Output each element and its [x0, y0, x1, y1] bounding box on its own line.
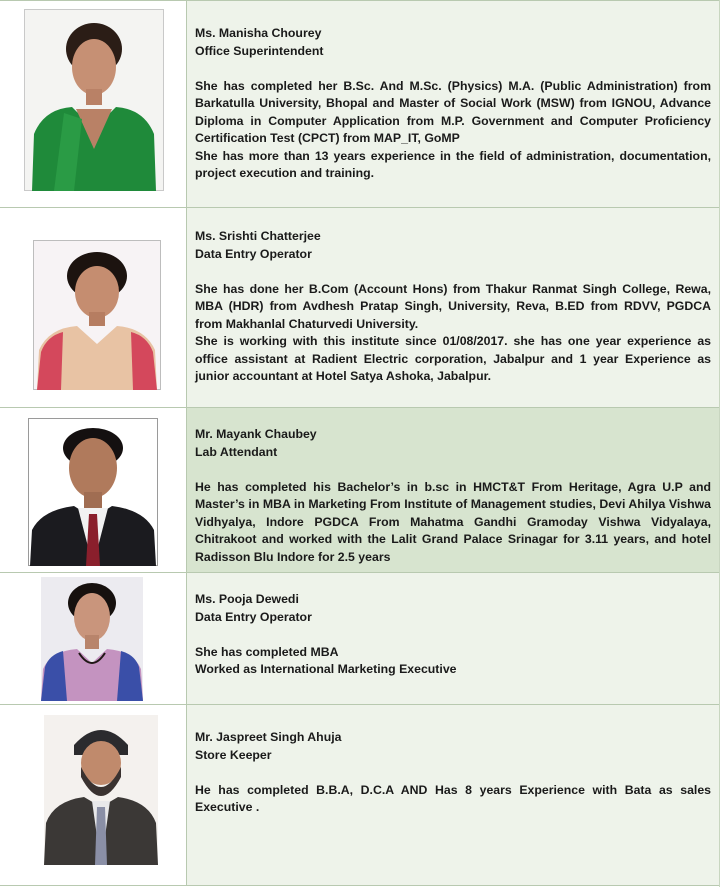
- text-cell-1: [187, 1, 719, 207]
- text-cell-2: [187, 208, 719, 407]
- staff-photo-3: [28, 418, 158, 566]
- staff-qualification: He has completed B.B.A, D.C.A AND Has 8 years Experience with Bata as sales Executive .: [195, 782, 711, 814]
- staff-row-1: [0, 0, 719, 207]
- staff-qualification: She has done her B.Com (Account Hons) from Thakur Ranmat Singh College, Rewa, MBA (HDR) from Avdhesh Pratap Singh, University, Reva, B.ED from RDVV, PGDCA from Makhanlal Chaturvedi University.: [195, 281, 711, 331]
- staff-photo-5: [44, 715, 158, 865]
- text-cell-4: [187, 573, 719, 704]
- staff-photo-4: [41, 577, 143, 701]
- staff-qualification: She has completed her B.Sc. And M.Sc. (Physics) M.A. (Public Administration) from Barkatulla University, Bhopal and Master of Social Work (MSW) from IGNOU, Advance Diploma in Computer Application from M.P. Government and Computer Proficiency Certification Test (CPCT) from MAP_IT, GoMP: [195, 78, 711, 145]
- staff-experience: She is working with this institute since 01/08/2017. she has one year experience as office assistant at Radient Electric corporation, Jabalpur and 1 year Experience as junior accountant at Hotel Satya Ashoka, Jabalpur.: [195, 334, 711, 383]
- staff-row-3: [0, 407, 719, 572]
- staff-experience: She has more than 13 years experience in the field of administration, documentation, project execution and training.: [195, 148, 711, 180]
- staff-designation: Lab Attendant: [195, 444, 278, 459]
- staff-qualification: He has completed his Bachelor’s in b.sc in HMCT&T From Heritage, Agra U.P and Master’s in MBA in Marketing From Institute of Management studies, Devi Ahilya Vishwa Vidhyalya, Indore PGDCA From Mahatma Gandhi Gramoday Vishwa Vidyalaya, Chitrakoot and worked with the Lalit Grand Palace Srinagar for 3.11 years, and hotel Radisson Blu Indore for 2.5 years: [195, 479, 711, 564]
- text-cell-3: [187, 408, 719, 572]
- staff-photo-1: [24, 9, 164, 191]
- photo-cell-2: [0, 208, 187, 407]
- staff-row-5: [0, 704, 719, 885]
- staff-designation: Data Entry Operator: [195, 246, 312, 261]
- staff-photo-2: [33, 240, 161, 390]
- text-cell-5: [187, 705, 719, 885]
- table-bottom-border: [0, 885, 719, 886]
- staff-experience: Worked as International Marketing Executive: [195, 662, 457, 676]
- staff-qualification: She has completed MBA: [195, 644, 339, 659]
- staff-name: Ms. Pooja Dewedi: [195, 592, 299, 606]
- photo-cell-5: [0, 705, 187, 885]
- photo-cell-4: [0, 573, 187, 704]
- photo-cell-3: [0, 408, 187, 572]
- staff-name: Ms. Srishti Chatterjee: [195, 229, 321, 243]
- staff-designation: Office Superintendent: [195, 43, 324, 58]
- photo-cell-1: [0, 1, 187, 207]
- staff-row-4: [0, 572, 719, 704]
- staff-name: Mr. Mayank Chaubey: [195, 427, 317, 441]
- staff-designation: Data Entry Operator: [195, 609, 312, 624]
- staff-name: Mr. Jaspreet Singh Ahuja: [195, 730, 342, 744]
- staff-designation: Store Keeper: [195, 747, 272, 762]
- staff-name: Ms. Manisha Chourey: [195, 26, 322, 40]
- staff-row-2: [0, 207, 719, 407]
